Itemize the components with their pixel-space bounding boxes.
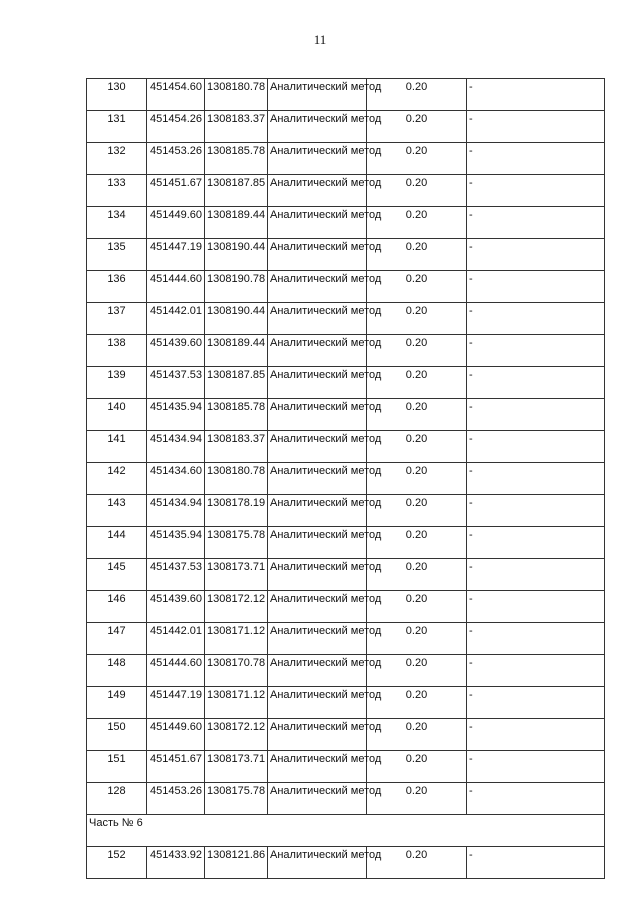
accuracy-cell: 0.20	[367, 527, 467, 559]
note-cell: -	[467, 655, 605, 687]
table-row	[87, 111, 605, 143]
section-label: Часть № 6	[87, 815, 605, 847]
x-coordinate-cell: 451439.60	[147, 591, 205, 623]
x-coordinate-cell: 451449.60	[147, 207, 205, 239]
x-coordinate-cell: 451439.60	[147, 335, 205, 367]
point-number-cell: 151	[87, 751, 147, 783]
x-coordinate-cell: 451434.94	[147, 431, 205, 463]
x-coordinate-cell: 451454.26	[147, 111, 205, 143]
method-cell: Аналитический метод	[268, 463, 367, 495]
method-cell: Аналитический метод	[268, 847, 367, 879]
note-cell: -	[467, 591, 605, 623]
accuracy-cell: 0.20	[367, 847, 467, 879]
y-coordinate-cell: 1308190.44	[205, 303, 268, 335]
method-cell: Аналитический метод	[268, 751, 367, 783]
x-coordinate-cell: 451434.60	[147, 463, 205, 495]
table-body	[87, 79, 605, 879]
accuracy-cell: 0.20	[367, 367, 467, 399]
accuracy-cell: 0.20	[367, 271, 467, 303]
method-cell: Аналитический метод	[268, 271, 367, 303]
y-coordinate-cell: 1308187.85	[205, 175, 268, 207]
accuracy-cell: 0.20	[367, 207, 467, 239]
accuracy-cell: 0.20	[367, 687, 467, 719]
table-row	[87, 207, 605, 239]
accuracy-cell: 0.20	[367, 303, 467, 335]
method-cell: Аналитический метод	[268, 367, 367, 399]
note-cell: -	[467, 431, 605, 463]
x-coordinate-cell: 451442.01	[147, 303, 205, 335]
method-cell: Аналитический метод	[268, 623, 367, 655]
note-cell: -	[467, 399, 605, 431]
point-number-cell: 140	[87, 399, 147, 431]
accuracy-cell: 0.20	[367, 79, 467, 111]
table-row	[87, 239, 605, 271]
y-coordinate-cell: 1308173.71	[205, 751, 268, 783]
table-row	[87, 79, 605, 111]
note-cell: -	[467, 175, 605, 207]
coordinates-table	[86, 78, 605, 879]
note-cell: -	[467, 847, 605, 879]
accuracy-cell: 0.20	[367, 399, 467, 431]
x-coordinate-cell: 451453.26	[147, 143, 205, 175]
table-row	[87, 623, 605, 655]
x-coordinate-cell: 451437.53	[147, 367, 205, 399]
note-cell: -	[467, 207, 605, 239]
method-cell: Аналитический метод	[268, 175, 367, 207]
table-row	[87, 783, 605, 815]
table-row	[87, 399, 605, 431]
table-row	[87, 335, 605, 367]
x-coordinate-cell: 451435.94	[147, 527, 205, 559]
accuracy-cell: 0.20	[367, 623, 467, 655]
x-coordinate-cell: 451444.60	[147, 655, 205, 687]
method-cell: Аналитический метод	[268, 495, 367, 527]
point-number-cell: 144	[87, 527, 147, 559]
y-coordinate-cell: 1308185.78	[205, 399, 268, 431]
point-number-cell: 143	[87, 495, 147, 527]
method-cell: Аналитический метод	[268, 79, 367, 111]
note-cell: -	[467, 463, 605, 495]
y-coordinate-cell: 1308171.12	[205, 687, 268, 719]
point-number-cell: 131	[87, 111, 147, 143]
y-coordinate-cell: 1308121.86	[205, 847, 268, 879]
x-coordinate-cell: 451447.19	[147, 239, 205, 271]
point-number-cell: 136	[87, 271, 147, 303]
point-number-cell: 138	[87, 335, 147, 367]
x-coordinate-cell: 451447.19	[147, 687, 205, 719]
method-cell: Аналитический метод	[268, 591, 367, 623]
point-number-cell: 149	[87, 687, 147, 719]
y-coordinate-cell: 1308189.44	[205, 335, 268, 367]
y-coordinate-cell: 1308180.78	[205, 463, 268, 495]
method-cell: Аналитический метод	[268, 239, 367, 271]
note-cell: -	[467, 495, 605, 527]
x-coordinate-cell: 451451.67	[147, 175, 205, 207]
x-coordinate-cell: 451442.01	[147, 623, 205, 655]
accuracy-cell: 0.20	[367, 111, 467, 143]
table-row	[87, 847, 605, 879]
accuracy-cell: 0.20	[367, 655, 467, 687]
accuracy-cell: 0.20	[367, 783, 467, 815]
x-coordinate-cell: 451434.94	[147, 495, 205, 527]
table-row	[87, 655, 605, 687]
accuracy-cell: 0.20	[367, 495, 467, 527]
table-row	[87, 527, 605, 559]
point-number-cell: 148	[87, 655, 147, 687]
y-coordinate-cell: 1308171.12	[205, 623, 268, 655]
x-coordinate-cell: 451451.67	[147, 751, 205, 783]
table-row	[87, 751, 605, 783]
accuracy-cell: 0.20	[367, 559, 467, 591]
accuracy-cell: 0.20	[367, 335, 467, 367]
method-cell: Аналитический метод	[268, 207, 367, 239]
point-number-cell: 130	[87, 79, 147, 111]
table-row	[87, 719, 605, 751]
point-number-cell: 135	[87, 239, 147, 271]
y-coordinate-cell: 1308170.78	[205, 655, 268, 687]
method-cell: Аналитический метод	[268, 431, 367, 463]
point-number-cell: 147	[87, 623, 147, 655]
y-coordinate-cell: 1308190.44	[205, 239, 268, 271]
y-coordinate-cell: 1308173.71	[205, 559, 268, 591]
point-number-cell: 145	[87, 559, 147, 591]
note-cell: -	[467, 751, 605, 783]
method-cell: Аналитический метод	[268, 111, 367, 143]
note-cell: -	[467, 271, 605, 303]
table-row	[87, 495, 605, 527]
point-number-cell: 139	[87, 367, 147, 399]
note-cell: -	[467, 303, 605, 335]
note-cell: -	[467, 367, 605, 399]
note-cell: -	[467, 719, 605, 751]
point-number-cell: 132	[87, 143, 147, 175]
table-row	[87, 175, 605, 207]
table-row	[87, 559, 605, 591]
y-coordinate-cell: 1308190.78	[205, 271, 268, 303]
x-coordinate-cell: 451437.53	[147, 559, 205, 591]
note-cell: -	[467, 623, 605, 655]
method-cell: Аналитический метод	[268, 335, 367, 367]
method-cell: Аналитический метод	[268, 687, 367, 719]
x-coordinate-cell: 451449.60	[147, 719, 205, 751]
page-number: 11	[313, 32, 327, 47]
x-coordinate-cell: 451454.60	[147, 79, 205, 111]
method-cell: Аналитический метод	[268, 783, 367, 815]
table-row	[87, 143, 605, 175]
point-number-cell: 134	[87, 207, 147, 239]
method-cell: Аналитический метод	[268, 303, 367, 335]
table-row	[87, 271, 605, 303]
note-cell: -	[467, 143, 605, 175]
note-cell: -	[467, 79, 605, 111]
method-cell: Аналитический метод	[268, 143, 367, 175]
x-coordinate-cell: 451435.94	[147, 399, 205, 431]
y-coordinate-cell: 1308183.37	[205, 111, 268, 143]
accuracy-cell: 0.20	[367, 143, 467, 175]
accuracy-cell: 0.20	[367, 175, 467, 207]
table-row	[87, 431, 605, 463]
method-cell: Аналитический метод	[268, 527, 367, 559]
note-cell: -	[467, 559, 605, 591]
table-row	[87, 367, 605, 399]
y-coordinate-cell: 1308172.12	[205, 719, 268, 751]
table-row	[87, 463, 605, 495]
x-coordinate-cell: 451444.60	[147, 271, 205, 303]
y-coordinate-cell: 1308172.12	[205, 591, 268, 623]
y-coordinate-cell: 1308187.85	[205, 367, 268, 399]
table-row	[87, 591, 605, 623]
method-cell: Аналитический метод	[268, 559, 367, 591]
note-cell: -	[467, 687, 605, 719]
accuracy-cell: 0.20	[367, 591, 467, 623]
point-number-cell: 128	[87, 783, 147, 815]
y-coordinate-cell: 1308180.78	[205, 79, 268, 111]
method-cell: Аналитический метод	[268, 719, 367, 751]
note-cell: -	[467, 111, 605, 143]
accuracy-cell: 0.20	[367, 751, 467, 783]
x-coordinate-cell: 451433.92	[147, 847, 205, 879]
y-coordinate-cell: 1308178.19	[205, 495, 268, 527]
point-number-cell: 150	[87, 719, 147, 751]
x-coordinate-cell: 451453.26	[147, 783, 205, 815]
y-coordinate-cell: 1308185.78	[205, 143, 268, 175]
method-cell: Аналитический метод	[268, 655, 367, 687]
point-number-cell: 146	[87, 591, 147, 623]
accuracy-cell: 0.20	[367, 719, 467, 751]
note-cell: -	[467, 783, 605, 815]
point-number-cell: 141	[87, 431, 147, 463]
y-coordinate-cell: 1308175.78	[205, 783, 268, 815]
point-number-cell: 137	[87, 303, 147, 335]
table-row	[87, 687, 605, 719]
section-row	[87, 815, 605, 847]
y-coordinate-cell: 1308189.44	[205, 207, 268, 239]
point-number-cell: 152	[87, 847, 147, 879]
note-cell: -	[467, 335, 605, 367]
y-coordinate-cell: 1308175.78	[205, 527, 268, 559]
note-cell: -	[467, 239, 605, 271]
point-number-cell: 142	[87, 463, 147, 495]
accuracy-cell: 0.20	[367, 463, 467, 495]
accuracy-cell: 0.20	[367, 239, 467, 271]
point-number-cell: 133	[87, 175, 147, 207]
accuracy-cell: 0.20	[367, 431, 467, 463]
y-coordinate-cell: 1308183.37	[205, 431, 268, 463]
note-cell: -	[467, 527, 605, 559]
method-cell: Аналитический метод	[268, 399, 367, 431]
table-row	[87, 303, 605, 335]
